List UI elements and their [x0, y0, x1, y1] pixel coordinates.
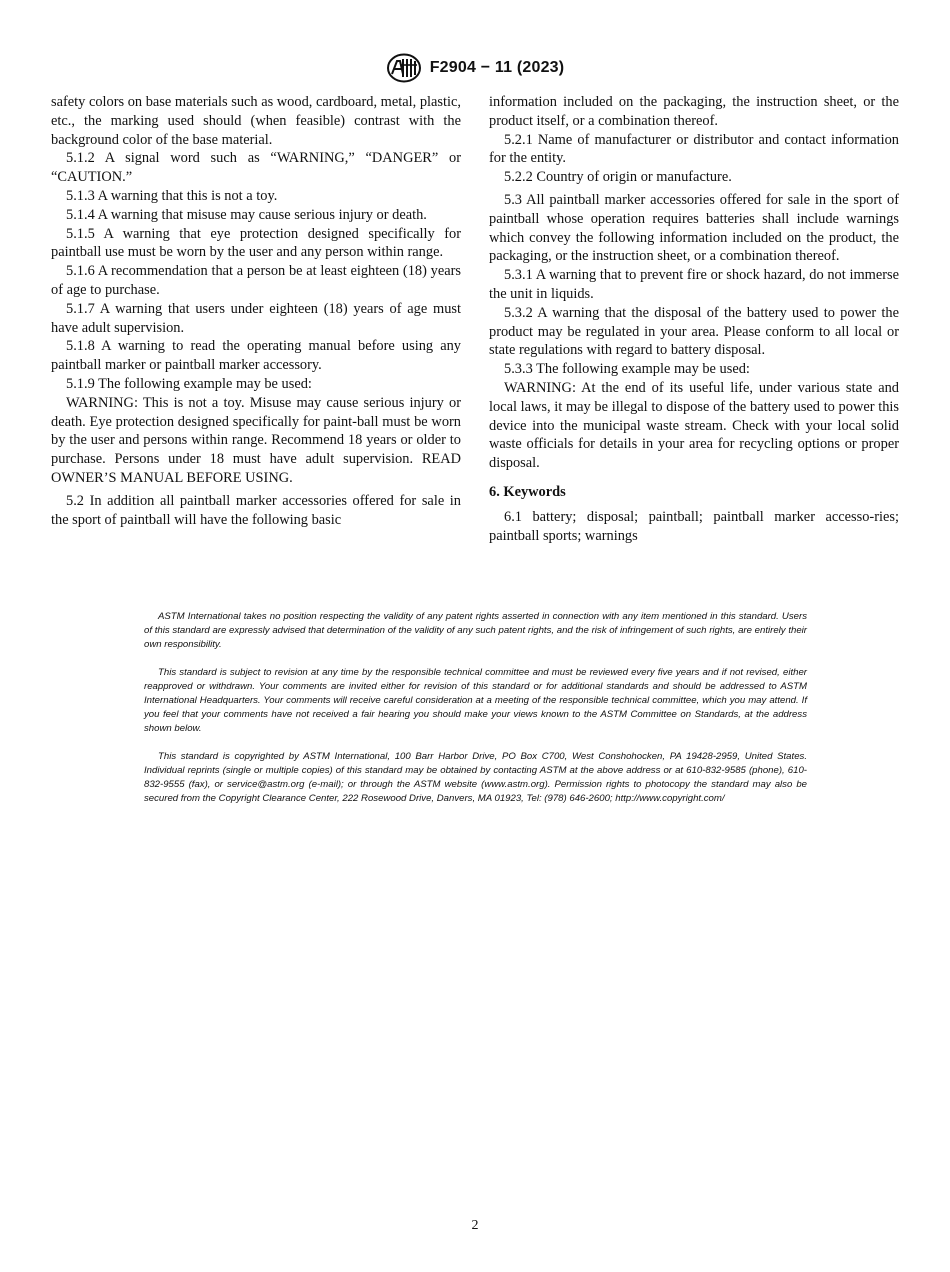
paragraph: 5.1.3 A warning that this is not a toy. [66, 187, 278, 204]
paragraph: 5.3.3 The following example may be used: [504, 361, 750, 378]
keywords-paragraph: 6.1 battery; disposal; paintball; paintball marker accesso-ries; paintball sports; warnings [489, 508, 899, 544]
section-heading-keywords: 6. Keywords [489, 483, 566, 500]
paragraph: 5.1.5 A warning that eye protection designed specifically for paintball use must be worn by the user and any person within range. [51, 225, 461, 261]
astm-logo-icon [386, 53, 422, 83]
paragraph: 5.1.2 A signal word such as “WARNING,” “DANGER” or “CAUTION.” [51, 150, 461, 186]
paragraph: information included on the packaging, the instruction sheet, or the product itself, or a combination thereof. [489, 94, 899, 129]
paragraph: 5.3.2 A warning that the disposal of the battery used to power the product may be regulated in your area. Please conform to all local or state regulations with regard to battery disposal. [489, 304, 899, 359]
warning-example: WARNING: At the end of its useful life, under various state and local laws, it may be illegal to dispose of the battery used to power this device into the municipal waste stream. Check with your local solid waste officials for details in your area for recycling options or proper disposal. [489, 379, 899, 472]
patent-notice: ASTM International takes no position respecting the validity of any patent rights asserted in connection with any item mentioned in this standard. Users of this standard are expressly advised that determination of the validity of any such patent rights, and the risk of infringement of such rights, are entirely their own responsibility. [144, 611, 807, 650]
paragraph: 5.3 All paintball marker accessories offered for sale in the sport of paintball whose operation requires batteries shall include warnings which convey the following information included on the product, the packaging, or the instruction sheet, or a combination thereof. [489, 191, 899, 265]
paragraph: 5.1.9 The following example may be used: [66, 375, 312, 392]
paragraph: 5.1.7 A warning that users under eighteen (18) years of age must have adult supervision. [51, 300, 461, 336]
page-header [0, 52, 950, 84]
paragraph: 5.2.2 Country of origin or manufacture. [504, 169, 732, 186]
page-number: 2 [471, 1218, 479, 1233]
paragraph: 5.3.1 A warning that to prevent fire or shock hazard, do not immerse the unit in liquids. [489, 267, 899, 302]
paragraph: 5.1.6 A recommendation that a person be at least eighteen (18) years of age to purchase. [51, 263, 461, 298]
paragraph: 5.2.1 Name of manufacturer or distributor and contact information for the entity. [489, 131, 899, 167]
revision-notice: This standard is subject to revision at any time by the responsible technical committee and must be reviewed every five years and if not revised, either reapproved or withdrawn. Your comments are invited either for revision of this standard or for additional standards and should be addressed to ASTM International Headquarters. Your comments will receive careful consideration at a meeting of the responsible technical committee, which you may attend. If you feel that your comments have not received a fair hearing you should make your views known to the ASTM Committee on Standards, at the address shown below. [144, 667, 807, 734]
copyright-notice: This standard is copyrighted by ASTM International, 100 Barr Harbor Drive, PO Box C700, West Conshohocken, PA 19428-2959, United States. Individual reprints (single or multiple copies) of this standard may be obtained by contacting ASTM at the above address or at 610-832-9585 (phone), 610-832-9555 (fax), or service@astm.org (e-mail); or through the ASTM website (www.astm.org). Permission rights to photocopy the standard may also be secured from the Copyright Clearance Center, 222 Rosewood Drive, Danvers, MA 01923, Tel: (978) 646-2600; http://www.copyright.com/ [144, 751, 807, 804]
astm-notices [144, 610, 807, 821]
paragraph: safety colors on base materials such as wood, cardboard, metal, plastic, etc., the marking used should (when feasible) contrast with the background color of the base material. [51, 94, 461, 148]
paragraph: 5.1.4 A warning that misuse may cause serious injury or death. [66, 206, 427, 223]
paragraph: 5.2 In addition all paintball marker accessories offered for sale in the sport of paintball will have the following basic [51, 492, 461, 528]
right-column [489, 93, 899, 545]
paragraph: 5.1.8 A warning to read the operating manual before using any paintball marker or paintball marker accessory. [51, 338, 461, 374]
left-column [51, 93, 461, 529]
standard-designation: F2904 − 11 (2023) [429, 59, 565, 76]
warning-example: WARNING: This is not a toy. Misuse may cause serious injury or death. Eye protection designed specifically for paint-ball must be worn by the user and persons within range. Recommend 18 years or older to purchase. Persons under 18 must have adult supervision. READ OWNER’S MANUAL BEFORE USING. [51, 394, 461, 486]
